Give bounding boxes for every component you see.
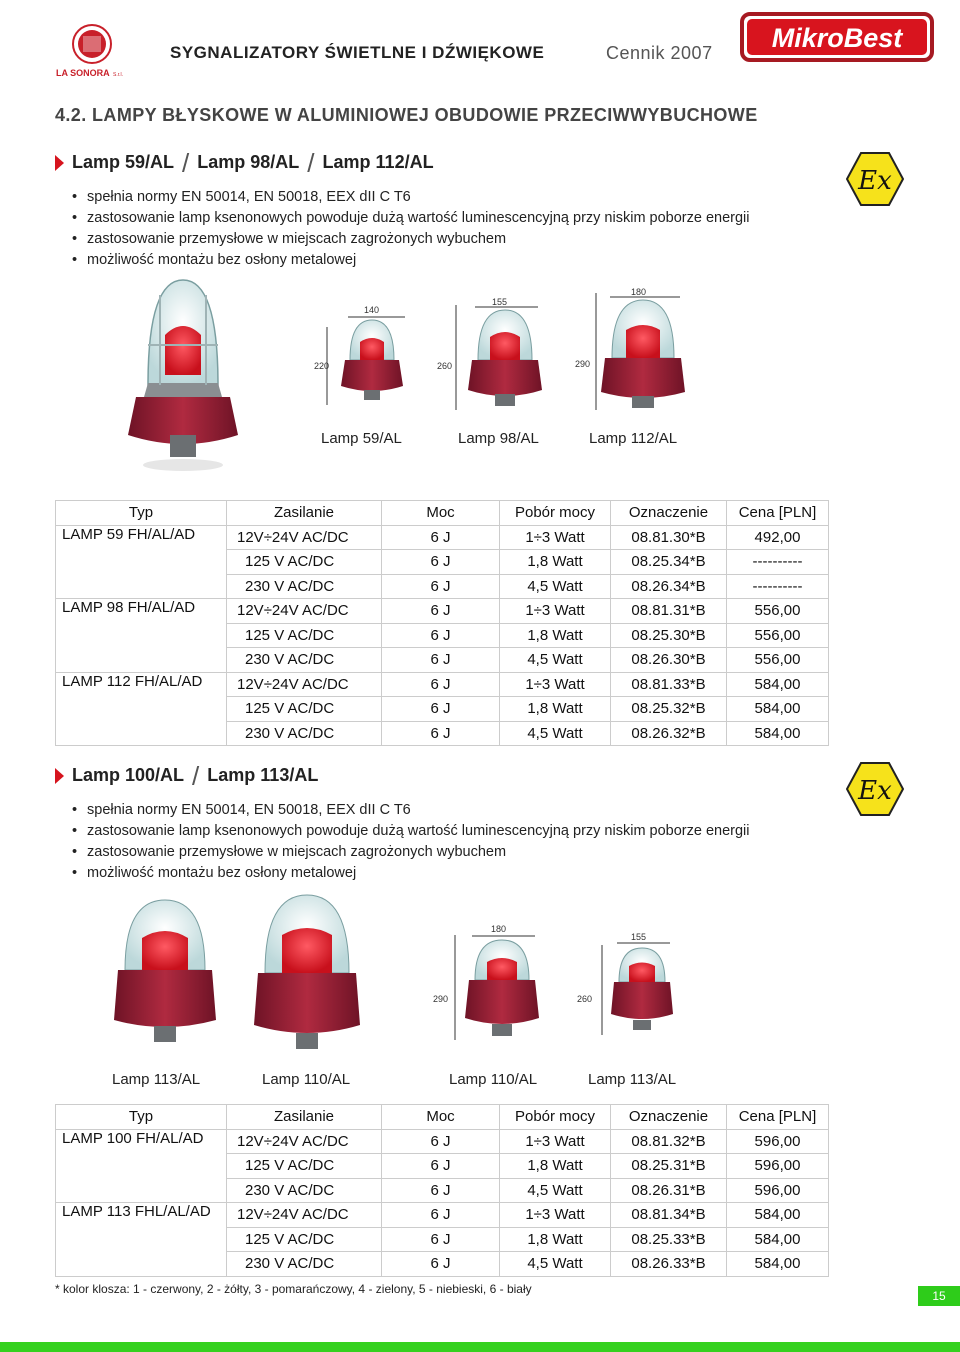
lamp-caption: Lamp 110/AL xyxy=(449,1071,538,1088)
lamp-caption: Lamp 113/AL xyxy=(588,1071,677,1088)
column-header: Cena [PLN] xyxy=(727,501,829,526)
lamp-112-image xyxy=(601,300,685,408)
table-cell: 6 J xyxy=(382,1227,500,1252)
table-cell: 230 V AC/DC xyxy=(227,1252,382,1277)
list-item: • możliwość montażu bez osłony metalowej xyxy=(72,250,750,271)
group1-bullet-list xyxy=(72,187,750,271)
group2-title xyxy=(55,760,319,791)
table-cell: 08.26.31*B xyxy=(611,1178,727,1203)
group1-title-part: Lamp 98/AL xyxy=(197,152,300,172)
table-row xyxy=(56,525,829,550)
table-cell: 492,00 xyxy=(727,525,829,550)
lamp-98-image xyxy=(468,310,542,406)
table-cell: 596,00 xyxy=(727,1178,829,1203)
table-cell: 08.81.32*B xyxy=(611,1129,727,1154)
table-cell: 584,00 xyxy=(727,697,829,722)
lamp-caption: Lamp 59/AL xyxy=(321,430,402,447)
dim-label: 140 xyxy=(364,305,380,315)
list-item: • możliwość montażu bez osłony metalowej xyxy=(72,863,750,884)
table-cell: 08.81.31*B xyxy=(611,599,727,624)
column-header: Zasilanie xyxy=(227,1105,382,1130)
table-cell: 6 J xyxy=(382,574,500,599)
table-cell: 6 J xyxy=(382,1129,500,1154)
table-cell: ---------- xyxy=(727,550,829,575)
table-cell: 125 V AC/DC xyxy=(227,697,382,722)
ex-icon xyxy=(846,761,904,817)
page-number: 15 xyxy=(918,1286,960,1306)
lamp-110-dim-image xyxy=(465,940,539,1036)
group2-title-part: Lamp 100/AL xyxy=(72,765,185,785)
column-header: Oznaczenie xyxy=(611,1105,727,1130)
table-cell: 230 V AC/DC xyxy=(227,721,382,746)
slash-separator: / xyxy=(192,760,200,791)
lamp-caption: Lamp 112/AL xyxy=(589,430,678,447)
group2-bullet-list xyxy=(72,800,750,884)
table-cell: LAMP 112 FH/AL/AD xyxy=(56,672,227,746)
dim-label: 260 xyxy=(577,994,593,1004)
table-cell: 1,8 Watt xyxy=(500,697,611,722)
table-cell: 08.26.34*B xyxy=(611,574,727,599)
table-cell: 08.81.34*B xyxy=(611,1203,727,1228)
triangle-bullet-icon xyxy=(55,155,64,171)
table-cell: 6 J xyxy=(382,1178,500,1203)
table-cell: 6 J xyxy=(382,623,500,648)
slash-separator: / xyxy=(182,147,190,178)
list-item: • zastosowanie przemysłowe w miejscach zagrożonych wybuchem xyxy=(72,842,750,863)
table-cell: 125 V AC/DC xyxy=(227,550,382,575)
svg-text:Ex: Ex xyxy=(858,166,892,196)
table-cell: 556,00 xyxy=(727,648,829,673)
table-cell: 4,5 Watt xyxy=(500,574,611,599)
slash-separator: / xyxy=(307,147,315,178)
lamp-59-image xyxy=(341,320,403,400)
table-cell: 6 J xyxy=(382,648,500,673)
mikrobest-logo xyxy=(740,10,935,66)
table-cell: 1÷3 Watt xyxy=(500,672,611,697)
dim-label: 290 xyxy=(433,994,449,1004)
column-header: Pobór mocy xyxy=(500,501,611,526)
table-cell: 08.26.33*B xyxy=(611,1252,727,1277)
table-cell: 08.81.33*B xyxy=(611,672,727,697)
table-cell: 1÷3 Watt xyxy=(500,1129,611,1154)
dim-label: 155 xyxy=(492,297,508,307)
column-header: Cena [PLN] xyxy=(727,1105,829,1130)
lamp-110-image xyxy=(254,895,360,1049)
table-cell: 6 J xyxy=(382,721,500,746)
table-cell: 230 V AC/DC xyxy=(227,1178,382,1203)
table-cell: 1÷3 Watt xyxy=(500,1203,611,1228)
lamp-caption: Lamp 113/AL xyxy=(112,1071,201,1088)
section-title: 4.2. LAMPY BŁYSKOWE W ALUMINIOWEJ OBUDOWIE PRZECIWWYBUCHOWE xyxy=(55,105,758,125)
table-cell: 08.25.32*B xyxy=(611,697,727,722)
column-header: Moc xyxy=(382,1105,500,1130)
table-cell: 584,00 xyxy=(727,1227,829,1252)
table-row xyxy=(56,1203,829,1228)
table-cell: 1÷3 Watt xyxy=(500,525,611,550)
table-cell: 08.26.32*B xyxy=(611,721,727,746)
group1-title-part: Lamp 59/AL xyxy=(72,152,175,172)
column-header: Moc xyxy=(382,501,500,526)
table-cell: ---------- xyxy=(727,574,829,599)
dim-label: 155 xyxy=(631,932,647,942)
brand-left-name: LA SONORA xyxy=(56,68,110,78)
table-header-row xyxy=(56,501,829,526)
list-item: • spełnia normy EN 50014, EN 50018, EEX dII C T6 xyxy=(72,187,750,208)
table-cell: LAMP 113 FHL/AL/AD xyxy=(56,1203,227,1277)
table-row xyxy=(56,672,829,697)
table-cell: 556,00 xyxy=(727,623,829,648)
group1-title-part: Lamp 112/AL xyxy=(322,152,434,172)
table-cell: 1,8 Watt xyxy=(500,623,611,648)
table-cell: 1,8 Watt xyxy=(500,1227,611,1252)
group1-title xyxy=(55,147,434,178)
table-cell: 6 J xyxy=(382,697,500,722)
table-cell: 12V÷24V AC/DC xyxy=(227,672,382,697)
list-item: • zastosowanie przemysłowe w miejscach zagrożonych wybuchem xyxy=(72,229,750,250)
table-cell: 08.25.33*B xyxy=(611,1227,727,1252)
footer-bar xyxy=(0,1342,960,1352)
table-cell: 596,00 xyxy=(727,1154,829,1179)
lamp-caption: Lamp 98/AL xyxy=(458,430,539,447)
table-cell: 584,00 xyxy=(727,672,829,697)
dim-label: 180 xyxy=(491,924,507,934)
table-row xyxy=(56,599,829,624)
group2-price-table xyxy=(55,1104,829,1277)
table-cell: 6 J xyxy=(382,672,500,697)
group2-lamps-illustration xyxy=(110,890,690,1065)
table-cell: 12V÷24V AC/DC xyxy=(227,599,382,624)
table-cell: 125 V AC/DC xyxy=(227,1227,382,1252)
list-item: • spełnia normy EN 50014, EN 50018, EEX dII C T6 xyxy=(72,800,750,821)
table-cell: LAMP 59 FH/AL/AD xyxy=(56,525,227,599)
table-cell: 4,5 Watt xyxy=(500,1178,611,1203)
table-row xyxy=(56,1129,829,1154)
dim-label: 220 xyxy=(314,361,330,371)
table-cell: 584,00 xyxy=(727,1203,829,1228)
table-cell: LAMP 100 FH/AL/AD xyxy=(56,1129,227,1203)
table-cell: 08.25.34*B xyxy=(611,550,727,575)
table-cell: 556,00 xyxy=(727,599,829,624)
column-header: Pobór mocy xyxy=(500,1105,611,1130)
table-cell: 125 V AC/DC xyxy=(227,623,382,648)
group2-title-part: Lamp 113/AL xyxy=(207,765,319,785)
list-item: • zastosowanie lamp ksenonowych powoduje dużą wartość luminescencyjną przy niskim poborze energii xyxy=(72,821,750,842)
table-cell: 12V÷24V AC/DC xyxy=(227,1129,382,1154)
la-sonora-logo xyxy=(55,20,130,80)
table-cell: 4,5 Watt xyxy=(500,721,611,746)
list-item: • zastosowanie lamp ksenonowych powoduje dużą wartość luminescencyjną przy niskim poborze energii xyxy=(72,208,750,229)
table-cell: 6 J xyxy=(382,1203,500,1228)
table-cell: 4,5 Watt xyxy=(500,648,611,673)
column-header: Zasilanie xyxy=(227,501,382,526)
brand-left-suffix: S.r.l. xyxy=(113,72,124,78)
lamp-113-image xyxy=(114,900,216,1042)
table-header-row xyxy=(56,1105,829,1130)
table-cell: 230 V AC/DC xyxy=(227,648,382,673)
brand-right-name: MikroBest xyxy=(771,23,903,53)
dim-label: 260 xyxy=(437,361,453,371)
header-category: SYGNALIZATORY ŚWIETLNE I DŹWIĘKOWE xyxy=(170,43,545,62)
table-cell: 6 J xyxy=(382,1252,500,1277)
table-cell: 596,00 xyxy=(727,1129,829,1154)
table-cell: 08.25.31*B xyxy=(611,1154,727,1179)
dim-label: 180 xyxy=(631,287,647,297)
column-header: Typ xyxy=(56,1105,227,1130)
table-cell: 6 J xyxy=(382,1154,500,1179)
column-header: Typ xyxy=(56,501,227,526)
dim-label: 290 xyxy=(575,359,591,369)
svg-text:Ex: Ex xyxy=(858,776,892,806)
table-cell: LAMP 98 FH/AL/AD xyxy=(56,599,227,673)
lamp-large-image xyxy=(128,280,238,471)
table-cell: 1,8 Watt xyxy=(500,550,611,575)
table-cell: 08.25.30*B xyxy=(611,623,727,648)
table-cell: 230 V AC/DC xyxy=(227,574,382,599)
table-cell: 4,5 Watt xyxy=(500,1252,611,1277)
table-cell: 08.26.30*B xyxy=(611,648,727,673)
header-catalog-year: Cennik 2007 xyxy=(606,43,713,63)
footnote: * kolor klosza: 1 - czerwony, 2 - żółty, 3 - pomarańczowy, 4 - zielony, 5 - niebieski, 6 - biały xyxy=(55,1282,532,1296)
table-cell: 12V÷24V AC/DC xyxy=(227,525,382,550)
table-cell: 1,8 Watt xyxy=(500,1154,611,1179)
table-cell: 125 V AC/DC xyxy=(227,1154,382,1179)
table-cell: 584,00 xyxy=(727,1252,829,1277)
group1-price-table xyxy=(55,500,829,746)
column-header: Oznaczenie xyxy=(611,501,727,526)
lamp-113-dim-image xyxy=(611,948,673,1030)
table-cell: 584,00 xyxy=(727,721,829,746)
lamp-caption: Lamp 110/AL xyxy=(262,1071,351,1088)
table-cell: 12V÷24V AC/DC xyxy=(227,1203,382,1228)
table-cell: 08.81.30*B xyxy=(611,525,727,550)
triangle-bullet-icon xyxy=(55,768,64,784)
table-cell: 6 J xyxy=(382,599,500,624)
table-cell: 6 J xyxy=(382,525,500,550)
table-cell: 1÷3 Watt xyxy=(500,599,611,624)
ex-icon xyxy=(846,151,904,207)
table-cell: 6 J xyxy=(382,550,500,575)
